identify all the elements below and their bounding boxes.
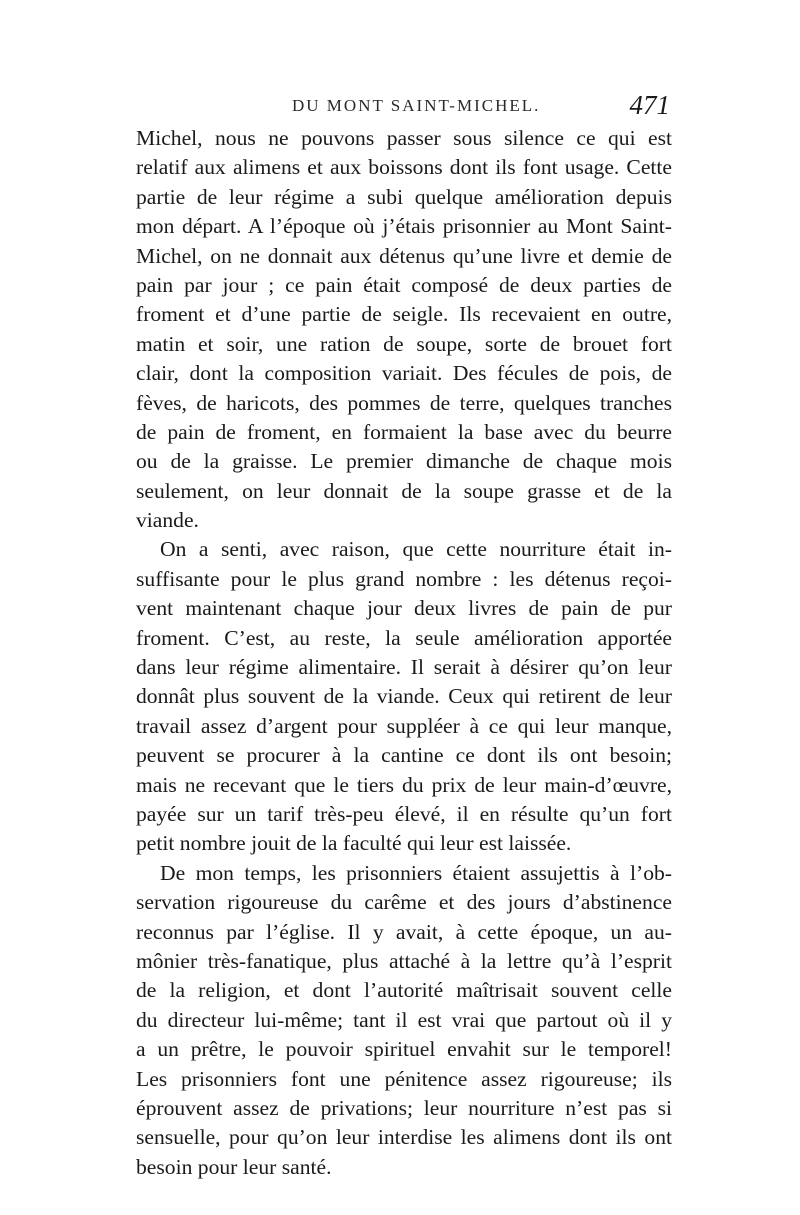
text-line: mais ne recevant que le tiers du prix de leur main-d’œuvre, — [136, 772, 672, 797]
text-line: vent maintenant chaque jour deux livres de pain de pur — [136, 596, 672, 621]
text-line: de pain de froment, en formaient la base avec du beurre — [136, 419, 672, 444]
text-line: seulement, on leur donnait de la soupe grasse et de la — [136, 478, 672, 503]
text-line: On a senti, avec raison, que cette nourriture était in- — [160, 537, 672, 562]
text-line: clair, dont la composition variait. Des fécules de pois, de — [136, 361, 672, 386]
page-number: 471 — [629, 90, 670, 120]
text-line: matin et soir, une ration de soupe, sorte de brouet fort — [136, 331, 672, 356]
text-line: suffisante pour le plus grand nombre : les détenus reçoi- — [136, 566, 672, 591]
text-line: servation rigoureuse du carême et des jours d’abstinence — [136, 890, 672, 915]
running-title: DU MONT SAINT-MICHEL. — [292, 96, 541, 115]
running-head — [140, 92, 670, 126]
text-line: partie de leur régime a subi quelque amélioration depuis — [136, 184, 672, 209]
text-line: Les prisonniers font une pénitence assez rigoureuse; ils — [136, 1066, 672, 1091]
text-line: reconnus par l’église. Il y avait, à cette époque, un au- — [136, 919, 672, 944]
text-line: travail assez d’argent pour suppléer à ce qui leur manque, — [136, 713, 672, 738]
text-line: mon départ. A l’époque où j’étais prisonnier au Mont Saint- — [136, 214, 672, 239]
text-line: de la religion, et dont l’autorité maîtrisait souvent celle — [136, 978, 672, 1003]
text-line: donnât plus souvent de la viande. Ceux qui retirent de leur — [136, 684, 672, 709]
text-line: pain par jour ; ce pain était composé de deux parties de — [136, 272, 672, 297]
text-line: De mon temps, les prisonniers étaient assujettis à l’ob- — [160, 860, 672, 885]
text-line: éprouvent assez de privations; leur nourriture n’est pas si — [136, 1095, 672, 1120]
text-line: ou de la graisse. Le premier dimanche de chaque mois — [136, 449, 672, 474]
text-line: froment et d’une partie de seigle. Ils recevaient en outre, — [136, 302, 672, 327]
text-line: payée sur un tarif très-peu élevé, il en résulte qu’un fort — [136, 801, 672, 826]
text-line: mônier très-fanatique, plus attaché à la lettre qu’à l’esprit — [136, 948, 672, 973]
text-line: petit nombre jouit de la faculté qui leur est laissée. — [136, 831, 572, 856]
text-line: du directeur lui-même; tant il est vrai que partout où il y — [136, 1007, 672, 1032]
text-line: relatif aux alimens et aux boissons dont ils font usage. Cette — [136, 155, 672, 180]
text-line: froment. C’est, au reste, la seule amélioration apportée — [136, 625, 672, 650]
text-line: dans leur régime alimentaire. Il serait à désirer qu’on leur — [136, 655, 672, 680]
text-line: besoin pour leur santé. — [136, 1154, 332, 1179]
text-line: Michel, nous ne pouvons passer sous silence ce qui est — [136, 126, 672, 150]
body-text — [136, 124, 672, 1182]
text-line: peuvent se procurer à la cantine ce dont ils ont besoin; — [136, 743, 672, 768]
text-line: sensuelle, pour qu’on leur interdise les alimens dont ils ont — [136, 1125, 672, 1150]
text-line: a un prêtre, le pouvoir spirituel envahit sur le temporel! — [136, 1037, 672, 1062]
text-line: viande. — [136, 508, 199, 533]
text-line: Michel, on ne donnait aux détenus qu’une livre et demie de — [136, 243, 672, 268]
text-line: fèves, de haricots, des pommes de terre, quelques tranches — [136, 390, 672, 415]
